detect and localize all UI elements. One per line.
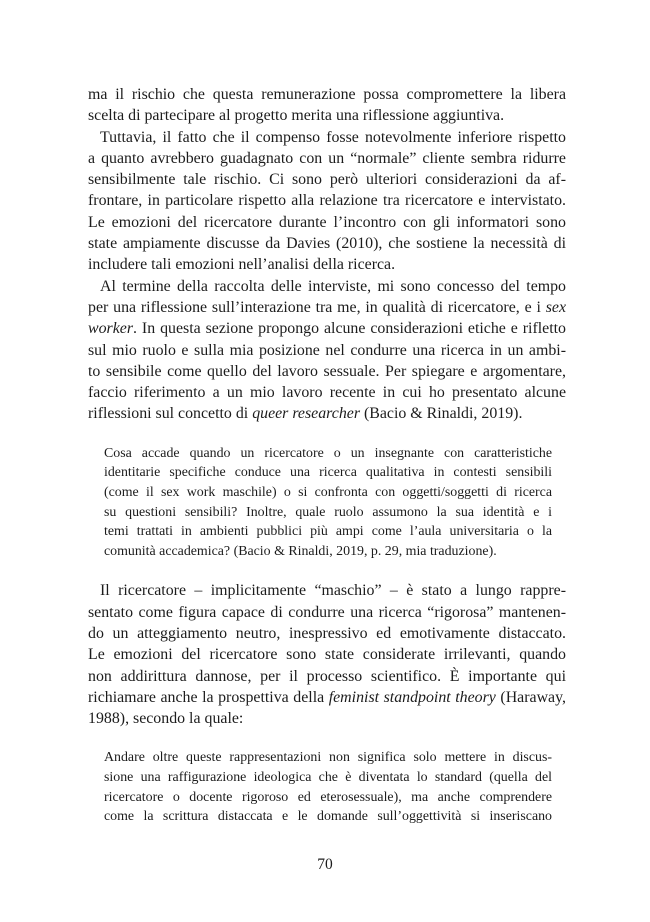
text-line: worker. In questa sezione propongo alcune considerazioni etiche e rifletto (88, 320, 566, 338)
text-line: includere tali emozioni nell’analisi della ricerca. (88, 256, 396, 274)
text-line: scelta di partecipare al progetto merita una riflessione aggiuntiva. (88, 107, 505, 125)
quote-line: identitarie specifiche conduce una ricerca qualitativa in contesti sensibili (104, 465, 552, 481)
text-line: sentato come figura capace di condurre una ricerca “rigorosa” mantenen- (88, 603, 566, 621)
text-line: richiamare anche la prospettiva della feminist standpoint theory (Haraway, (88, 688, 566, 706)
page-body (88, 84, 566, 827)
text-line: non addirittura dannose, per il processo scientifico. È importante qui (88, 667, 566, 685)
paragraph-reflection (88, 276, 566, 425)
text-line: ma il rischio che questa remunerazione possa compromettere la libera (88, 86, 566, 103)
quote-line: Andare oltre queste rappresentazioni non significa solo mettere in discus- (104, 750, 552, 766)
text-line: per una riflessione sull’interazione tra me, in qualità di ricercatore, e i sex (88, 298, 566, 316)
text-line: do un atteggiamento neutro, inespressivo ed emotivamente distaccato. (88, 624, 566, 642)
text-line: Le emozioni del ricercatore sono state considerate irrilevanti, quando (88, 646, 566, 664)
text-line: state ampiamente discusse da Davies (2010), che sostiene la necessità di (88, 235, 566, 253)
quote-line: ricercatore o docente rigoroso ed eterosessuale), ma anche comprendere (104, 789, 552, 805)
text-line: to sensibile come quello del lavoro sessuale. Per spiegare e argomentare, (88, 362, 566, 380)
text-line: Al termine della raccolta delle interviste, mi sono concesso del tempo (100, 277, 566, 295)
page-number: 70 (317, 856, 333, 873)
quote-line: su questioni sensibili? Inoltre, quale ruolo assumono la sua identità e i (104, 504, 552, 520)
paragraph-continuation (88, 84, 566, 127)
text-line: Tuttavia, il fatto che il compenso fosse notevolmente inferiore rispetto (100, 128, 566, 146)
quote-line: comunità accademica? (Bacio & Rinaldi, 2019, p. 29, mia traduzione). (104, 543, 497, 559)
block-quote (88, 748, 566, 826)
paragraph-researcher (88, 580, 566, 729)
text-line: faccio riferimento a un mio lavoro recente in cui ho presentato alcune (88, 384, 566, 402)
quote-line: sione una raffigurazione ideologica che è diventata lo standard (quella del (104, 769, 552, 785)
text-line: riflessioni sul concetto di queer researcher (Bacio & Rinaldi, 2019). (88, 405, 523, 423)
text-line: sensibilmente tale rischio. Ci sono però ulteriori considerazioni da af- (88, 171, 566, 189)
text-line: Le emozioni del ricercatore durante l’incontro con gli informatori sono (88, 213, 566, 231)
text-line: frontare, in particolare rispetto alla relazione tra ricercatore e intervistato. (88, 192, 566, 210)
block-quote (88, 444, 566, 562)
text-line: 1988), secondo la quale: (88, 710, 244, 728)
text-line: a quanto avrebbero guadagnato con un “normale” cliente sembra ridurre (88, 149, 566, 167)
paragraph-risk (88, 127, 566, 276)
quote-line: (come il sex work maschile) o si confronta con oggetti/soggetti di ricerca (104, 484, 552, 500)
quote-line: come la scrittura distaccata e le domande sull’oggettività si inseriscano (104, 809, 552, 825)
text-line: Il ricercatore – implicitamente “maschio” – è stato a lungo rappre- (100, 582, 566, 600)
quote-line: temi trattati in ambienti pubblici più ampi come l’aula universitaria o la (104, 524, 552, 540)
quote-line: Cosa accade quando un ricercatore o un insegnante con caratteristiche (104, 445, 552, 461)
text-line: sul mio ruolo e sulla mia posizione nel condurre una ricerca in un ambi- (88, 341, 566, 359)
